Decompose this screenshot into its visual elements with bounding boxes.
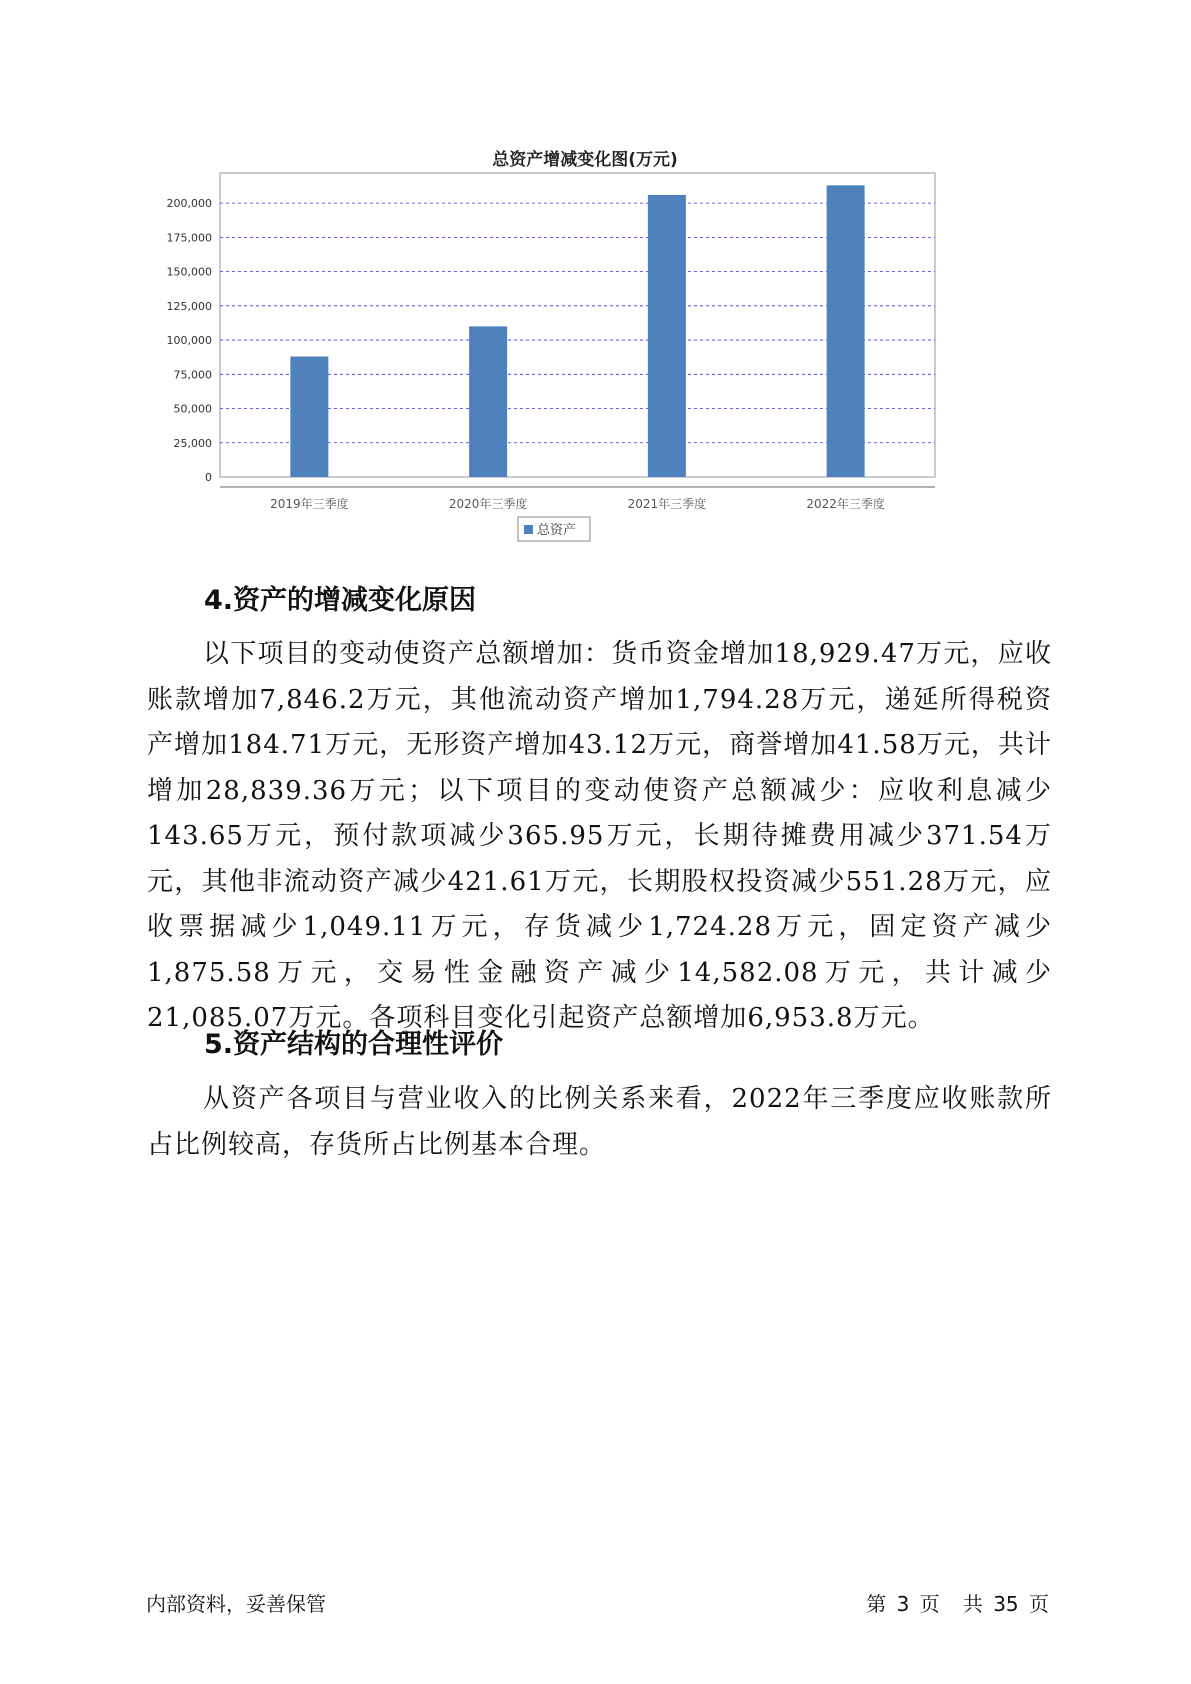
y-tick-label: 0 <box>205 471 212 484</box>
total-prefix: 共 <box>962 1592 983 1616</box>
y-tick-label: 50,000 <box>173 402 212 416</box>
section-heading-5: 5.资产结构的合理性评价 <box>204 1029 504 1060</box>
footer-confidential-note: 内部资料，妥善保管 <box>146 1592 326 1616</box>
x-tick-label: 2022年三季度 <box>806 497 885 511</box>
legend-swatch <box>524 525 533 534</box>
section-paragraph-4: 以下项目的变动使资产总额增加：货币资金增加18,929.47万元，应收账款增加7,846.2万元，其他流动资产增加1,794.28万元，递延所得税资产增加184.71万元，无形资产增加43.12万元，商誉增加41.58万元，共计增加28,839.36万元；以下项目的变动使资产总额减少：应收利息减少143.65万元，预付款项减少365.95万元，长期待摊费用减少371.54万元，其他非流动资产减少421.61万元，长期股权投资减少551.28万元，应收票据减少1,049.11万元，存货减少1,724.28万元，固定资产减少1,875.58万元，交易性金融资产减少14,582.08万元，共计减少21,085.07万元。各项科目变化引起资产总额增加6,953.8万元。 <box>147 639 1052 1033</box>
chart-title: 总资产增减变化图(万元) <box>492 150 678 170</box>
x-tick-label: 2021年三季度 <box>627 497 707 511</box>
page-number: 3 <box>896 1592 910 1616</box>
y-tick-label: 75,000 <box>173 368 212 382</box>
page-unit: 页 <box>919 1592 940 1616</box>
x-tick-label: 2020年三季度 <box>448 497 528 511</box>
y-tick-label: 175,000 <box>166 231 212 245</box>
bar <box>827 185 865 477</box>
section-heading-4: 4.资产的增减变化原因 <box>204 585 477 616</box>
y-tick-label: 125,000 <box>166 299 212 313</box>
y-tick-label: 200,000 <box>166 197 212 211</box>
bar <box>648 195 686 477</box>
page-prefix: 第 <box>866 1592 887 1616</box>
y-tick-label: 25,000 <box>173 436 212 450</box>
section-paragraph-5: 从资产各项目与营业收入的比例关系来看，2022年三季度应收账款所占比例较高，存货所占比例基本合理。 <box>147 1084 1052 1160</box>
footer-page-number <box>864 1588 1051 1617</box>
total-assets-chart <box>150 135 1020 595</box>
x-tick-label: 2019年三季度 <box>270 497 349 511</box>
legend-label: 总资产 <box>537 523 577 538</box>
chart-svg <box>150 135 1020 595</box>
total-pages: 35 <box>993 1592 1019 1616</box>
y-tick-label: 100,000 <box>166 334 212 348</box>
total-unit: 页 <box>1029 1592 1049 1616</box>
bar <box>290 356 328 477</box>
y-tick-label: 150,000 <box>166 265 212 279</box>
bar <box>469 326 507 477</box>
